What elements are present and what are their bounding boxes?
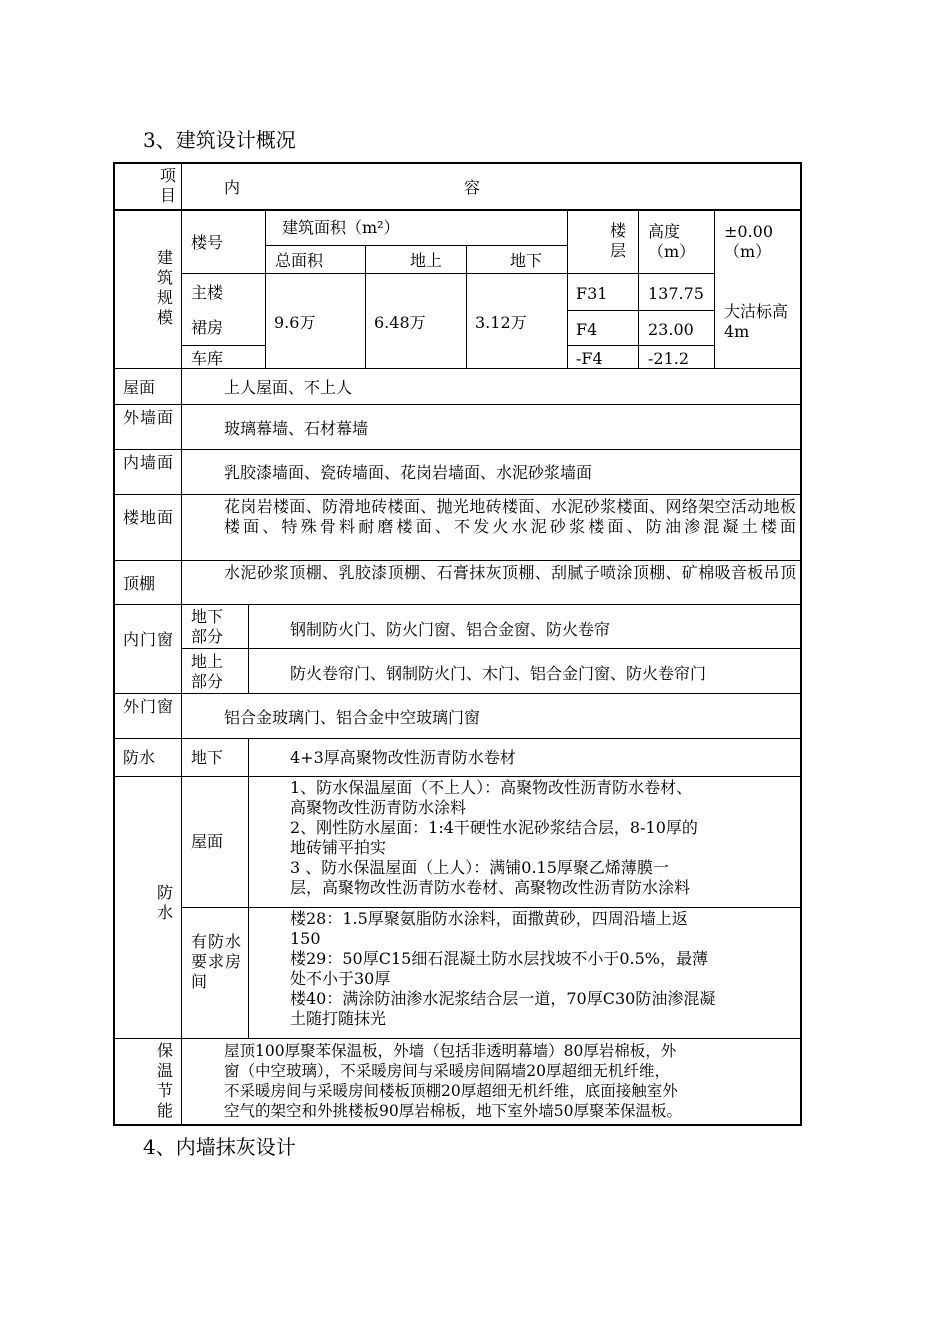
rule [181,162,182,210]
ext-door-text: 铝合金玻璃门、铝合金中空玻璃门窗 [224,708,481,727]
zero-level-label: ±0.00（m） [724,222,774,261]
ext-door-label: 外门窗 [123,697,173,716]
total-area-label: 总面积 [275,251,324,270]
rule [113,209,802,211]
rule [265,209,266,368]
row-name-main: 主楼 [191,283,224,302]
ceiling-label: 顶棚 [123,574,156,593]
wp-roof-label: 屋面 [191,832,224,851]
wp-label: 防水 [157,883,174,922]
int-wall-label: 内墙面 [123,453,173,472]
rule [113,738,802,739]
ceiling-text: 水泥砂浆顶棚、乳胶漆顶棚、石膏抹灰顶棚、刮腻子喷涂顶棚、矿棉吸音板吊顶 [224,563,796,582]
rule [181,604,182,693]
floor-podium: F4 [576,320,598,339]
insulation-text [224,1041,799,1121]
below-ground-label: 地下 [510,251,543,270]
height-label: 高度（m） [648,222,696,261]
int-door-above-text: 防火卷帘门、钢制防火门、木门、铝合金门窗、防火卷帘门 [290,664,707,683]
wp-room-line: 150 [290,929,321,948]
insulation-line: 窗（中空玻璃），不采暖房间与采暖房间隔墙20厚超细无机纤维， [224,1062,670,1080]
area-header: 建筑面积（m²） [282,218,400,237]
int-door-under-label: 地下部分 [191,607,224,646]
rule [181,907,802,908]
above-area-value: 6.48万 [374,313,426,332]
insulation-label: 保温节能 [157,1041,174,1120]
height-garage: -21.2 [648,349,690,368]
scale-label: 建筑规模 [157,248,174,327]
rule [181,368,182,560]
row-name-podium: 裙房 [191,318,224,337]
insulation-line: 屋顶100厚聚苯保温板，外墙（包括非透明幕墙）80厚岩棉板，外 [224,1042,677,1060]
height-podium: 23.00 [648,320,694,339]
ext-wall-text: 玻璃幕墙、石材幕墙 [224,419,369,438]
insulation-line: 空气的架空和外挑楼板90厚岩棉板，地下室外墙50厚聚苯保温板。 [224,1102,682,1120]
wp-under-sub: 地下 [191,748,224,767]
rule [181,345,265,346]
roof-label: 屋面 [123,378,156,397]
rule [365,245,366,368]
above-ground-label: 地上 [410,251,443,270]
section-4-title: 4、内墙抹灰设计 [143,1135,296,1159]
section-3-title: 3、建筑设计概况 [143,128,296,152]
rule [181,560,182,604]
header-content-label-b: 容 [464,178,481,197]
insulation-line: 不采暖房间与采暖房间楼板顶棚20厚超细无机纤维，底面接触室外 [224,1082,678,1100]
rule [181,693,182,738]
roof-text: 上人屋面、不上人 [224,378,353,397]
floor-label: 楼地面 [123,508,173,527]
rule [248,738,249,1038]
rule [181,1038,182,1126]
wp-room-line: 处不小于30厚 [290,969,391,988]
floors-label: 楼层 [610,221,627,260]
wp-room-line: 楼28：1.5厚聚氨脂防水涂料，面撒黄砂，四周沿墙上返 [290,909,688,928]
wp-roof-line: 3 、防水保温屋面（上人）：满铺0.15厚聚乙烯薄膜一 [290,858,669,877]
rule [181,648,802,649]
wp-roof-line: 1、防水保温屋面（不上人）：高聚物改性沥青防水卷材、 [290,778,693,797]
rule [113,776,802,777]
wp-room-label: 有防水要求房间 [191,932,241,991]
rule [466,245,467,368]
rule [181,738,182,1038]
building-no-label: 楼号 [191,233,224,252]
height-main: 137.75 [648,284,704,303]
rule [714,209,715,368]
rule [113,560,802,561]
int-door-label: 内门窗 [123,630,173,649]
int-door-under-text: 钢制防火门、防火门窗、铝合金窗、防火卷帘 [290,620,611,639]
wp-room-line: 土随打随抹光 [290,1009,387,1028]
floor-main: F31 [576,284,608,303]
floor-text: 花岗岩楼面、防滑地砖楼面、抛光地砖楼面、水泥砂浆楼面、网络架空活动地板楼面、特殊骨料耐磨楼面、不发火水泥砂浆楼面、防油渗混凝土楼面 [224,497,796,536]
rule [181,209,182,368]
zero-level-value: 大沽标高4m [724,302,789,341]
rule [113,494,802,495]
rule [265,245,567,246]
rule [181,273,714,274]
ext-wall-label: 外墙面 [123,408,173,427]
wp-roof-text [290,778,796,898]
int-wall-text: 乳胶漆墙面、瓷砖墙面、花岗岩墙面、水泥砂浆墙面 [224,463,593,482]
below-area-value: 3.12万 [475,313,527,332]
wp-under-text: 4+3厚高聚物改性沥青防水卷材 [290,748,516,767]
row-name-garage: 车库 [191,349,224,368]
wp-room-line: 楼29：50厚C15细石混凝土防水层找坡不小于0.5%，最薄 [290,949,708,968]
rule [567,310,714,311]
rule [567,209,568,368]
wp-roof-line: 2、刚性防水屋面：1:4干硬性水泥砂浆结合层，8-10厚的 [290,818,698,837]
wp-room-text [290,909,796,1029]
floor-garage: -F4 [576,349,603,368]
wp-roof-line: 地砖铺平拍实 [290,838,387,857]
wp-room-line: 楼40：满涂防油渗水泥浆结合层一道，70厚C30防油渗混凝 [290,989,716,1008]
rule [113,449,802,450]
rule [567,345,714,346]
int-door-above-label: 地上部分 [191,652,224,691]
header-item-label: 项目 [160,166,177,205]
total-area-value: 9.6万 [274,313,316,332]
rule [248,604,249,693]
rule [113,1038,802,1039]
rule [113,693,802,694]
rule [113,404,802,405]
wp-roof-line: 高聚物改性沥青防水涂料 [290,798,467,817]
wp-under-label: 防水 [123,748,156,767]
header-content-label-a: 内 [224,178,241,197]
wp-roof-line: 层，高聚物改性沥青防水卷材、高聚物改性沥青防水涂料 [290,878,691,897]
rule [638,209,639,368]
rule [113,604,802,605]
